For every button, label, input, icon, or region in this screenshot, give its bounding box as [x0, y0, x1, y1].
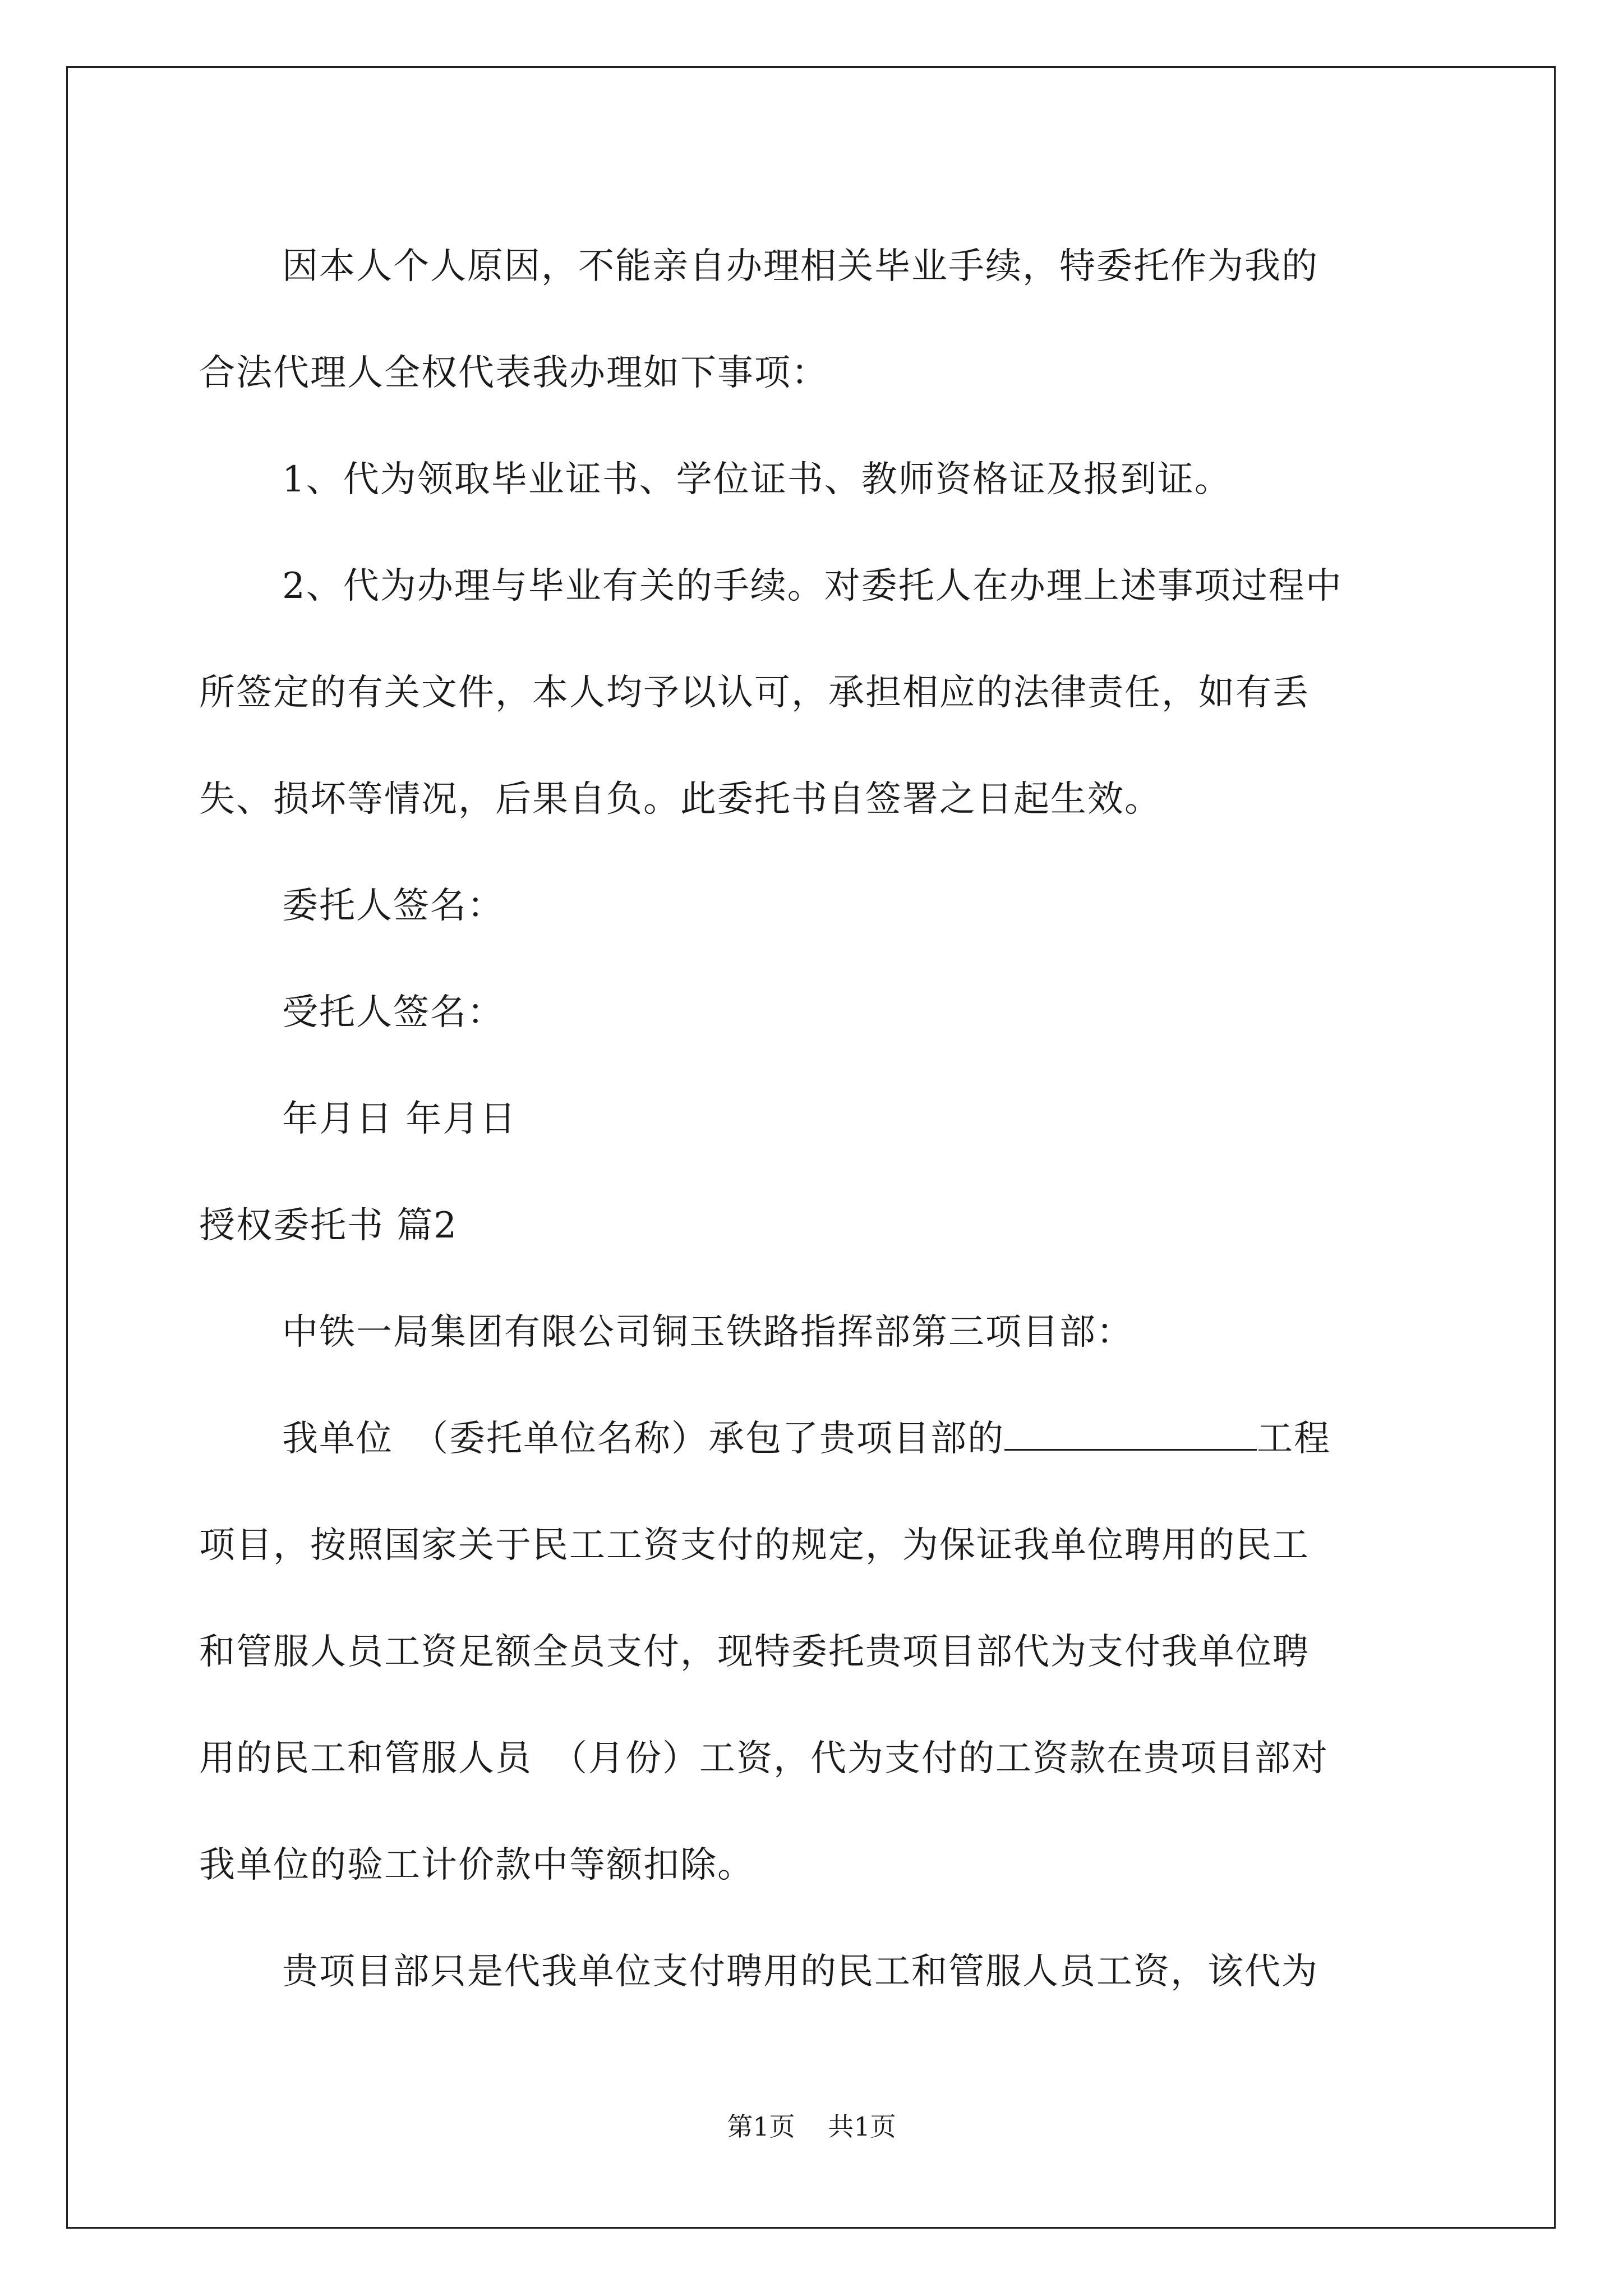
document-body [199, 213, 1433, 2025]
date-line: 年月日 年月日 [282, 1098, 517, 1140]
section-2-title: 授权委托书 篇2 [199, 1205, 458, 1246]
paragraph-2-line-1 [199, 1386, 1433, 1492]
page-total: 共1页 [828, 2111, 896, 2142]
principal-signature-label: 委托人签名： [282, 885, 504, 927]
list-item-2-line-3: 失、损坏等情况，后果自负。此委托书自签署之日起生效。 [199, 779, 1161, 820]
paragraph-1-line-1: 因本人个人原因，不能亲自办理相关毕业手续，特委托作为我的 [282, 246, 1318, 287]
paragraph-2-blank-end: 工程 [1257, 1418, 1331, 1460]
list-item-2-line-1: 2、代为办理与毕业有关的手续。对委托人在办理上述事项过程中 [282, 565, 1343, 607]
agent-signature-label: 受托人签名： [282, 992, 504, 1033]
paragraph-2-start: 我单位 （委托单位名称）承包了贵项目部的 [282, 1418, 1004, 1460]
list-item-1: 1、代为领取毕业证书、学位证书、教师资格证及报到证。 [282, 459, 1232, 500]
addressee: 中铁一局集团有限公司铜玉铁路指挥部第三项目部： [282, 1312, 1133, 1353]
paragraph-2-line-5: 我单位的验工计价款中等额扣除。 [199, 1844, 754, 1886]
project-name-blank [1004, 1448, 1257, 1451]
paragraph-2-line-3: 和管服人员工资足额全员支付，现特委托贵项目部代为支付我单位聘 [199, 1631, 1310, 1673]
paragraph-3-line-1: 贵项目部只是代我单位支付聘用的民工和管服人员工资，该代为 [282, 1951, 1318, 1993]
paragraph-1-line-2: 合法代理人全权代表我办理如下事项： [199, 352, 828, 394]
paragraph-2-line-2: 项目，按照国家关于民工工资支付的规定，为保证我单位聘用的民工 [199, 1525, 1310, 1566]
page-number: 第1页 [727, 2111, 795, 2142]
paragraph-2-line-4: 用的民工和管服人员 （月份）工资，代为支付的工资款在贵项目部对 [199, 1738, 1329, 1779]
page-footer [0, 2106, 1623, 2143]
list-item-2-line-2: 所签定的有关文件，本人均予以认可，承担相应的法律责任，如有丢 [199, 672, 1310, 714]
